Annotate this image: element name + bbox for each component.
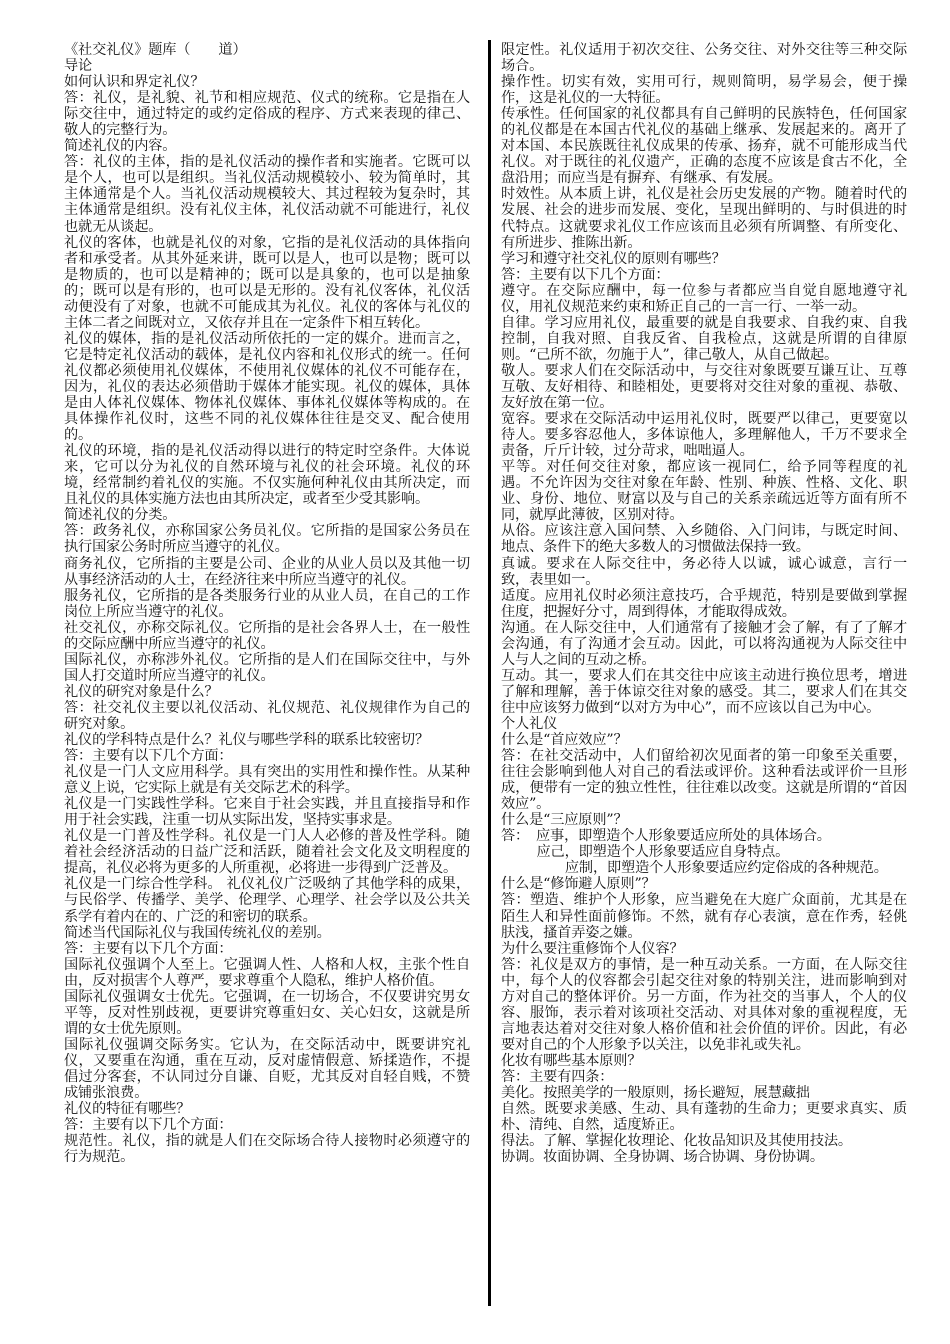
answer-paragraph: 国际礼仪强调交际务实。它认为，在交际活动中，既要讲究礼仪，又要重在沟通，重在互动，反对虚情假意、矫揉造作，不提倡过分客套，不认同过分自谦、自贬，尤其反对自轻自贱，不赞成铺张浪费。 bbox=[64, 1036, 470, 1102]
answer-paragraph: 自然。既要求美感、生动、具有蓬勃的生命力；更要求真实、质朴、清纯、自然，适度矫正。 bbox=[501, 1101, 907, 1134]
question: 简述礼仪的内容。 bbox=[64, 138, 177, 155]
right-column bbox=[501, 42, 907, 1165]
answer-paragraph: 答：政务礼仪，亦称国家公务员礼仪。它所指的是国家公务员在执行国家公务时所应当遵守的礼仪。 bbox=[64, 523, 470, 556]
answer-paragraph: 得法。了解、掌握化妆理论、化妆品知识及其使用技法。 bbox=[501, 1133, 852, 1150]
document-title: 《社交礼仪》题库（ 道） bbox=[64, 42, 247, 58]
answer-paragraph: 礼仪是一门普及性学科。礼仪是一门人人必修的普及性学科。随着社会经济活动的日益广泛和活跃，随着社会文化及文明程度的提高，礼仪必将为更多的人所重视，必将进一步得到广泛普及。 bbox=[64, 828, 470, 877]
question: 简述当代国际礼仪与我国传统礼仪的差别。 bbox=[64, 924, 331, 941]
answer-paragraph: 真诚。要求在人际交往中，务必待人以诚，诚心诚意，言行一致，表里如一。 bbox=[501, 555, 907, 588]
answer-paragraph: 礼仪的客体，也就是礼仪的对象，它指的是礼仪活动的具体指向者和承受者。从其外延来讲，既可以是人，也可以是物；既可以是物质的，也可以是精神的；既可以是具象的，也可以是抽象的；既可以是有形的，也可以是无形的。没有礼仪客体，礼仪活动便没有了对象，也就不可能成其为礼仪。礼仪的客体与礼仪的主体二者之间既对立，又依存并且在一定条件下相互转化。 bbox=[64, 234, 470, 331]
answer-paragraph: 规范性。礼仪，指的就是人们在交际场合待人接物时必须遵守的行为规范。 bbox=[64, 1133, 470, 1166]
answer-paragraph: 礼仪是一门综合性学科。 礼仪礼仪广泛吸纳了其他学科的成果，与民俗学、传播学、美学、伦理学、心理学、社会学以及公共关系学有着内在的、广泛的和密切的联系。 bbox=[64, 876, 470, 925]
answer-paragraph: 应制，即塑造个人形象要适应约定俗成的各种规范。 bbox=[564, 860, 888, 877]
answer-paragraph: 答：在社交活动中，人们留给初次见面者的第一印象至关重要，往往会影响到他人对自己的看法或评价。这种看法或评价一旦形成，便带有一定的独立性性，往往难以改变。这就是所谓的“首因效应”。 bbox=[501, 748, 907, 813]
answer-paragraph: 答：塑造、维护个人形象，应当避免在大庭广众面前，尤其是在陌生人和异性面前修饰。不然，就有存心表演，意在作秀，轻佻肤浅，搔首弄姿之嫌。 bbox=[501, 892, 907, 941]
question: 简述礼仪的分类。 bbox=[64, 507, 177, 524]
question: 学习和遵守社交礼仪的原则有哪些？ bbox=[501, 250, 726, 267]
answer-paragraph: 礼仪的环境，指的是礼仪活动得以进行的特定时空条件。大体说来，它可以分为礼仪的自然环境与礼仪的社会环境。礼仪的环境，经常制约着礼仪的实施。不仅实施何种礼仪由其所决定，而且礼仪的具体实施方法也由其所决定，或者至少受其影响。 bbox=[64, 443, 470, 508]
answer-paragraph: 社交礼仪，亦称交际礼仪。它所指的是社会各界人士，在一般性的交际应酬中所应当遵守的礼仪。 bbox=[64, 619, 470, 652]
column-divider bbox=[488, 40, 491, 1306]
answer-paragraph: 遵守。在交际应酬中，每一位参与者都应当自觉自愿地遵守礼仪，用礼仪规范来约束和矫正自己的一言一行、一举一动。 bbox=[501, 282, 907, 315]
answer-paragraph: 沟通。在人际交往中，人们通常有了接触才会了解，有了了解才会沟通，有了沟通才会互动。因此，可以将沟通视为人际交往中人与人之间的互动之桥。 bbox=[501, 619, 907, 668]
question: 什么是“修饰避人原则”？ bbox=[501, 876, 656, 893]
answer-paragraph: 答：主要有以下几个方面： bbox=[64, 1117, 233, 1134]
answer-paragraph: 适度。应用礼仪时必须注意技巧，合乎规范，特别是要做到掌握住度，把握好分寸，周到得体，才能取得成效。 bbox=[501, 587, 907, 620]
question: 化妆有哪些基本原则？ bbox=[501, 1052, 642, 1069]
answer-paragraph: 国际礼仪强调女士优先。它强调，在一切场合，不仅要讲究男女平等，反对性别歧视，更要讲究尊重妇女、关心妇女，这就是所谓的女士优先原则。 bbox=[64, 988, 470, 1037]
answer-paragraph: 传承性。任何国家的礼仪都具有自己鲜明的民族特色，任何国家的礼仪都是在本国古代礼仪的基础上继承、发展起来的。离开了对本国、本民族既往礼仪成果的传承、扬弃，就不可能形成当代礼仪。对于既往的礼仪遗产，正确的态度不应该是食古不化，全盘沿用；而应当是有摒弃、有继承、有发展。 bbox=[501, 106, 907, 187]
answer-paragraph: 答：主要有以下几个方面： bbox=[64, 748, 233, 765]
answer-paragraph: 美化。按照美学的一般原则，扬长避短，展慧藏拙 bbox=[501, 1085, 810, 1102]
answer-paragraph: 礼仪的媒体，指的是礼仪活动所依托的一定的媒介。进而言之，它是特定礼仪活动的载体，是礼仪内容和礼仪形式的统一。任何礼仪都必须使用礼仪媒体，不使用礼仪媒体的礼仪不可能存在，因为，礼仪的表达必须借助于媒体才能实现。礼仪的媒体，具体是由人体礼仪媒体、物体礼仪媒体、事体礼仪媒体等构成的。在具体操作礼仪时，这些不同的礼仪媒体往往是交叉、配合使用的。 bbox=[64, 330, 470, 444]
answer-paragraph: 服务礼仪，它所指的是各类服务行业的从业人员，在自己的工作岗位上所应当遵守的礼仪。 bbox=[64, 587, 470, 620]
answer-paragraph: 答：主要有四条： bbox=[501, 1069, 614, 1085]
question: 礼仪的特征有哪些？ bbox=[64, 1101, 191, 1118]
section-heading-introduction: 导论 bbox=[64, 58, 93, 75]
answer-paragraph: 国际礼仪，亦称涉外礼仪。它所指的是人们在国际交往中，与外国人打交道时所应当遵守的礼仪。 bbox=[64, 651, 470, 684]
answer-paragraph: 礼仪是一门人文应用科学。具有突出的实用性和操作性。从某种意义上说，它实际上就是有关交际艺术的科学。 bbox=[64, 764, 470, 797]
section-heading-personal-etiquette: 个人礼仪 bbox=[501, 715, 558, 732]
question: 什么是“首应效应”？ bbox=[501, 732, 628, 749]
answer-paragraph: 协调。妆面协调、全身协调、场合协调、身份协调。 bbox=[501, 1149, 824, 1166]
answer-paragraph: 限定性。礼仪适用于初次交往、公务交往、对外交往等三种交际场合。 bbox=[501, 42, 907, 75]
answer-paragraph: 答：社交礼仪主要以礼仪活动、礼仪规范、礼仪规律作为自己的研究对象。 bbox=[64, 699, 470, 732]
left-column bbox=[64, 42, 470, 1165]
answer-paragraph: 答：主要有以下几个方面： bbox=[501, 266, 670, 283]
answer-paragraph: 平等。对任何交往对象，都应该一视同仁，给予同等程度的礼遇。不允许因为交往对象在年龄、性别、种族、性格、文化、职业、身份、地位、财富以及与自己的关系亲疏远近等方面有所不同，就厚此薄彼，区别对待。 bbox=[501, 459, 907, 524]
question: 礼仪的研究对象是什么？ bbox=[64, 683, 219, 700]
answer-paragraph: 应己，即塑造个人形象要适应自身特点。 bbox=[536, 844, 790, 861]
answer-paragraph: 国际礼仪强调个人至上。它强调人性、人格和人权，主张个性自由，反对损害个人尊严，要求尊重个人隐私，维护人格价值。 bbox=[64, 956, 470, 989]
answer-paragraph: 从俗。应该注意入国问禁、入乡随俗、入门问讳，与既定时间、地点、条件下的绝大多数人的习惯做法保持一致。 bbox=[501, 523, 907, 556]
answer-paragraph: 答：礼仪，是礼貌、礼节和相应规范、仪式的统称。它是指在人际交往中，通过特定的或约定俗成的程序、方式来表现的律己、敬人的完整行为。 bbox=[64, 90, 470, 139]
answer-paragraph: 宽容。要求在交际活动中运用礼仪时，既要严以律己，更要宽以待人。要多容忍他人，多体谅他人，多理解他人，千万不要求全责备，斤斤计较，过分苛求，咄咄逼人。 bbox=[501, 411, 907, 460]
answer-paragraph: 礼仪是一门实践性学科。它来自于社会实践，并且直接指导和作用于社会实践，注重一切从实际出发，坚持实事求是。 bbox=[64, 796, 470, 829]
answer-paragraph: 答： 应事，即塑造个人形象要适应所处的具体场合。 bbox=[501, 828, 831, 845]
answer-paragraph: 操作性。切实有效，实用可行，规则简明，易学易会，便于操作，这是礼仪的一大特征。 bbox=[501, 74, 907, 107]
answer-paragraph: 互动。其一，要求人们在其交往中应该主动进行换位思考，增进了解和理解，善于体谅交往对象的感受。其二，要求人们在其交往中应该努力做到“以对方为中心”，而不应该以自己为中心。 bbox=[501, 667, 907, 716]
answer-paragraph: 答：礼仪是双方的事情，是一种互动关系。一方面，在人际交往中，每个人的仪容都会引起交往对象的特别关注，进而影响到对方对自己的整体评价。另一方面，作为社交的当事人，个人的仪容、服饰，表示着对该项社交活动、对具体对象的重视程度，无言地表达着对交往对象人格价值和社会价值的评价。因此，有必要对自己的个人形象予以关注，以免非礼或失礼。 bbox=[501, 956, 907, 1053]
question: 为什么要注重修饰个人仪容？ bbox=[501, 940, 684, 957]
question: 如何认识和界定礼仪？ bbox=[64, 74, 205, 91]
answer-paragraph: 敬人。要求人们在交际活动中，与交往对象既要互谦互让、互尊互敬、友好相待、和睦相处，更要将对交往对象的重视、恭敬、友好放在第一位。 bbox=[501, 362, 907, 412]
question: 什么是“三应原则”？ bbox=[501, 812, 628, 829]
answer-paragraph: 答：主要有以下几个方面： bbox=[64, 940, 233, 957]
answer-paragraph: 自律。学习应用礼仪，最重要的就是自我要求、自我约束、自我控制，自我对照、自我反省、自我检点，这就是所谓的自律原则。“己所不欲，勿施于人”，律己敬人，从自己做起。 bbox=[501, 314, 907, 363]
answer-paragraph: 时效性。从本质上讲，礼仪是社会历史发展的产物。随着时代的发展、社会的进步而发展、变化，呈现出鲜明的、与时俱进的时代特点。这就要求礼仪工作应该而且必须有所调整、有所变化、有所进步、推陈出新。 bbox=[501, 186, 907, 251]
question: 礼仪的学科特点是什么？礼仪与哪些学科的联系比较密切？ bbox=[64, 732, 429, 749]
answer-paragraph: 答：礼仪的主体，指的是礼仪活动的操作者和实施者。它既可以是个人，也可以是组织。当礼仪活动规模较小、较为简单时，其主体通常是个人。当礼仪活动规模较大、其过程较为复杂时，其主体通常是组织。没有礼仪主体，礼仪活动就不可能进行，礼仪也就无从谈起。 bbox=[64, 154, 470, 235]
answer-paragraph: 商务礼仪，它所指的主要是公司、企业的从业人员以及其他一切从事经济活动的人士，在经济往来中所应当遵守的礼仪。 bbox=[64, 555, 470, 588]
